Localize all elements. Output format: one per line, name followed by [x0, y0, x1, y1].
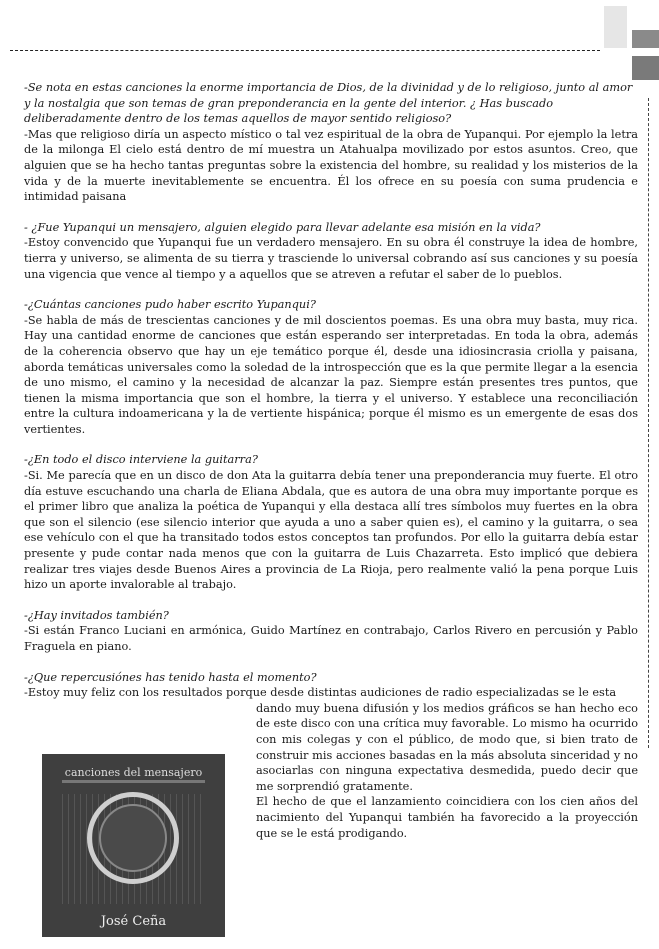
- question-2: - ¿Fue Yupanqui un mensajero, alguien elegido para llevar adelante esa misión en la vida?: [24, 220, 541, 234]
- answer-1: -Mas que religioso diría un aspecto místico o tal vez espiritual de la obra de Yupanqui. Por ejemplo la letra de la milonga El cielo está dentro de mí muestra un Atahualpa movilizado por estos asuntos. Creo, que alguien que se ha hecho tantas preguntas sobre la existencia del hombre, su realidad y los misterios de la vida y de la muerte inevitablemente se encuentra. Él los ofrece en su poesía con suma prudencia e intimidad paisana: [24, 127, 638, 204]
- answer-3: -Se habla de más de trescientas canciones y de mil doscientos poemas. Es una obra muy basta, muy rica. Hay una cantidad enorme de canciones que están esperando ser interpretadas. En toda la obra, además de la coherencia observo que hay un eje temático porque él, desde una idiosincrasia criolla y paisana, aborda temáticas universales como la soledad de la introspección que es la que permite llegar a la esencia de uno mismo, el camino y la necesidad de alcanzar la paz. Siempre están presentes tres puntos, que tienen la misma importancia que son el hombre, la tierra y el universo. Y establece una reconciliación entre la cultura indoamericana y la de vertiente hispánica; porque él mismo es un emergente de esas dos vertientes.: [24, 313, 638, 436]
- answer-4: -Si. Me parecía que en un disco de don Ata la guitarra debía tener una preponderancia muy fuerte. El otro día estuve escuchando una charla de Eliana Abdala, que es autora de una obra muy importante porque es el primer libro que analiza la poética de Yupanqui y ella destaca allí tres símbolos muy fuertes en la obra que son el silencio (ese silencio interior que ayuda a uno a saber quien es), el camino y la guitarra, o sea ese vehículo con el que ha transitado todos estos conceptos tan profundos. Por ello la guitarra debía estar presente y pude contar nada menos que con la guitarra de Luis Chazarreta. Esto implicó que debiera realizar tres viajes desde Buenos Aires a provincia de La Rioja, pero realmente valió la pena porque Luis hizo un aporte invalorable al trabajo.: [24, 469, 638, 592]
- question-4: -¿En todo el disco interviene la guitarra?: [24, 453, 258, 467]
- answer-5: -Si están Franco Luciani en armónica, Guido Martínez en contrabajo, Carlos Rivero en percusión y Pablo Fraguela en piano.: [24, 624, 638, 653]
- question-5: -¿Hay invitados también?: [24, 608, 169, 622]
- side-dashed-rule: [648, 98, 649, 748]
- top-dashed-rule: [10, 50, 600, 51]
- question-3: -¿Cuántas canciones pudo haber escrito Yupanqui?: [24, 298, 316, 312]
- album-cover-image: [42, 754, 225, 937]
- question-6: -¿Que repercusiónes has tenido hasta el momento?: [24, 670, 317, 684]
- interview-text: [24, 80, 638, 841]
- album-artist: José Ceña: [100, 914, 167, 929]
- answer-6-final: El hecho de que el lanzamiento coincidiera con los cien años del nacimiento del Yupanqui también ha favorecido a la proyección que se le está prodigando.: [256, 795, 638, 840]
- guitar-soundhole: [99, 804, 167, 872]
- corner-tab-light: [604, 6, 627, 48]
- answer-2: -Estoy convencido que Yupanqui fue un verdadero mensajero. En su obra él construye la idea de hombre, tierra y universo, se alimenta de su tierra y trasciende lo universal cobrando así sus canciones y su poesía una vigencia que vence al tiempo y a aquellos que se atreven a refutar el saber de lo pueblos.: [24, 236, 638, 281]
- corner-tab-dark-lower: [632, 56, 659, 80]
- question-1: -Se nota en estas canciones la enorme importancia de Dios, de la divinidad y de lo religioso, junto al amor y la nostalgia que son temas de gran preponderancia en la gente del interior. ¿ Has buscado deliberadamente dentro de los temas aquellos de mayor sentido religioso?: [24, 81, 633, 126]
- answer-6-first-line: -Estoy muy feliz con los resultados porque desde distintas audiciones de radio especializadas se le esta: [24, 686, 617, 700]
- corner-tab-dark-upper: [632, 30, 659, 48]
- answer-6-continued: dando muy buena difusión y los medios gráficos se han hecho eco de este disco con una crítica muy favorable. Lo mismo ha ocurrido con mis colegas y con el público, de modo que, si bien trato de construir mis acciones basadas en la más absoluta sinceridad y no asociarlas con ninguna expectativa desmedida, puedo decir que me sorprendió gratamente.: [256, 701, 638, 793]
- album-title: canciones del mensajero: [64, 766, 203, 779]
